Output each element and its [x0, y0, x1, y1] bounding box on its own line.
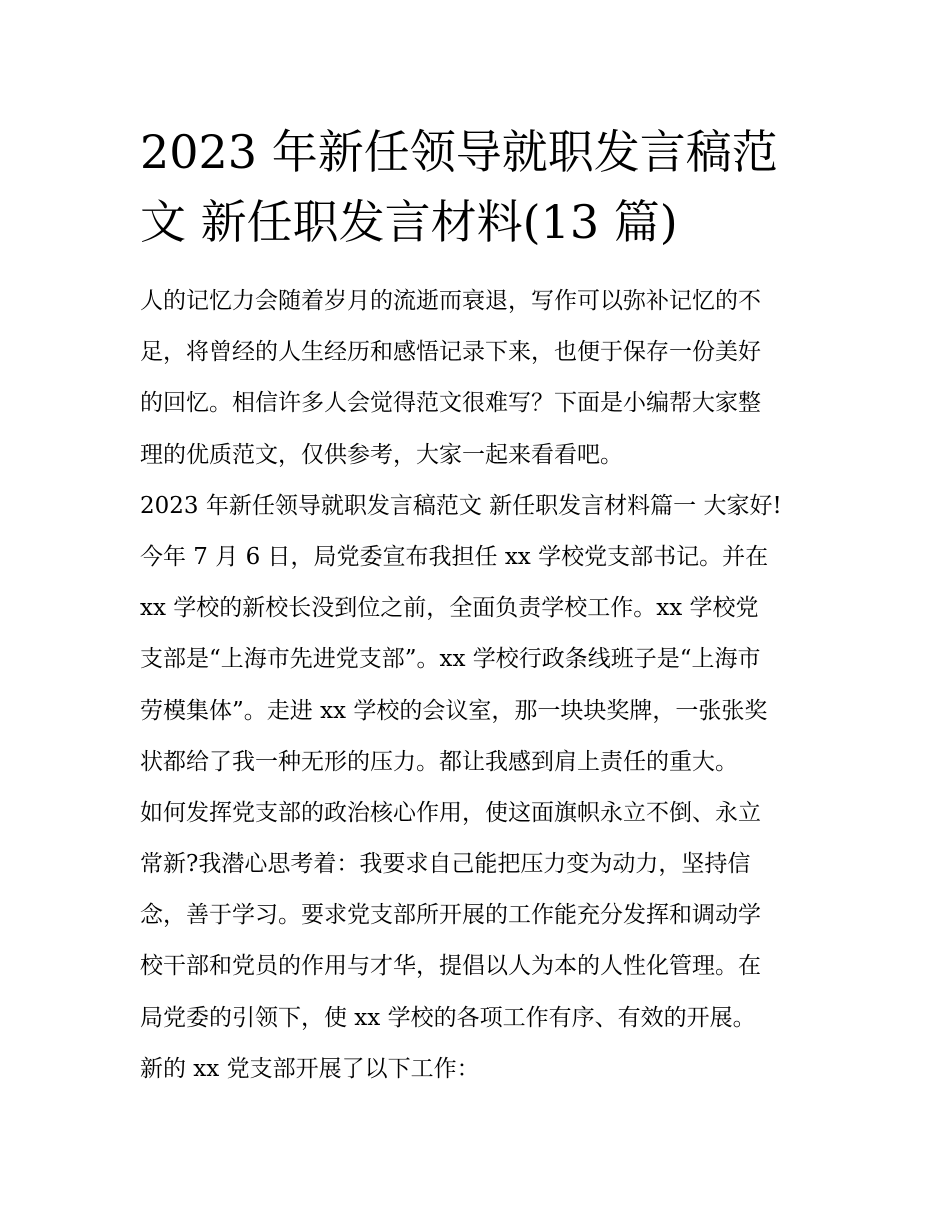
body-line: 如何发挥党支部的政治核心作用，使这面旗帜永立不倒、永立 [140, 799, 761, 826]
body-line: 念，善于学习。要求党支部所开展的工作能充分发挥和调动学 [140, 902, 761, 929]
body-line: 劳模集体”。走进 xx 学校的会议室，那一块块奖牌，一张张奖 [140, 697, 768, 724]
body-line: 2023 年新任领导就职发言稿范文 新任职发言材料篇一 大家好! [140, 492, 782, 519]
body-line: 局党委的引领下，使 xx 学校的各项工作有序、有效的开展。 [140, 1004, 756, 1031]
title-line-2: 文 新任职发言材料(13 篇) [140, 195, 678, 249]
body-line: 足，将曾经的人生经历和感悟记录下来，也便于保存一份美好 [140, 339, 761, 366]
body-line: 常新?我潜心思考着：我要求自己能把压力变为动力，坚持信 [140, 851, 751, 878]
body-line: 人的记忆力会随着岁月的流逝而衰退，写作可以弥补记忆的不 [140, 288, 761, 314]
body-line: 的回忆。相信许多人会觉得范文很难写？下面是小编帮大家整 [140, 390, 761, 417]
body-line: xx 学校的新校长没到位之前，全面负责学校工作。xx 学校党 [140, 595, 759, 622]
document-title [140, 117, 820, 257]
body-line: 新的 xx 党支部开展了以下工作： [140, 1055, 480, 1082]
document-body [140, 276, 830, 1095]
body-line: 今年 7 月 6 日，局党委宣布我担任 xx 学校党支部书记。并在 [140, 543, 769, 570]
body-line: 支部是“上海市先进党支部”。xx 学校行政条线班子是“上海市 [140, 646, 761, 673]
body-line: 状都给了我一种无形的压力。都让我感到肩上责任的重大。 [140, 748, 738, 775]
body-line: 理的优质范文，仅供参考，大家一起来看看吧。 [140, 441, 623, 468]
body-line: 校干部和党员的作用与才华，提倡以人为本的人性化管理。在 [140, 953, 761, 980]
title-line-1: 2023 年新任领导就职发言稿范 [140, 125, 778, 179]
